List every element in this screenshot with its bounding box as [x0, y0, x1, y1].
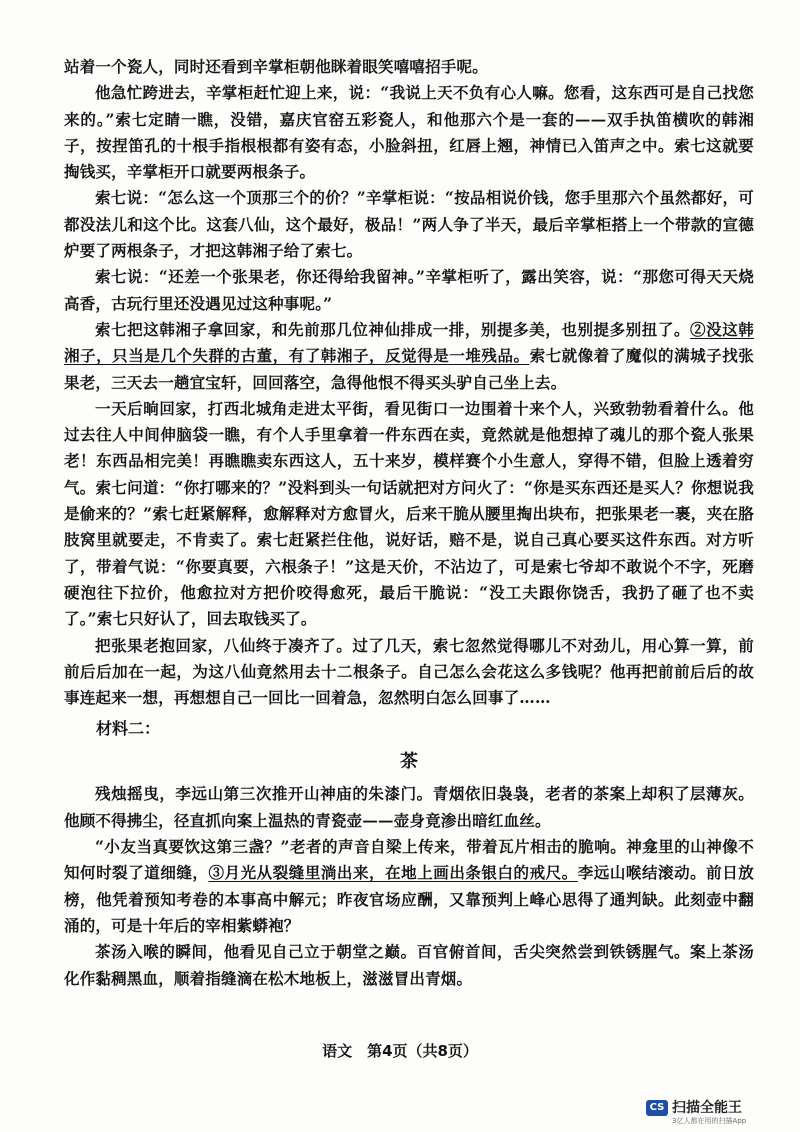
text-body — [64, 54, 754, 992]
scanner-app-name: 扫描全能王 — [672, 1100, 742, 1116]
underlined-sentence-2: ②没这韩湘子，只当是几个失群的古董，有了韩湘子，反觉得是一堆残品。 — [64, 319, 754, 366]
paragraph-5 — [64, 317, 754, 396]
paragraph-7: 把张果老抱回家，八仙终于凑齐了。过了几天，索七忽然觉得哪儿不对劲儿，用心算一算，前前后后加在一起，为这八仙竟然用去十二根条子。自己怎么会花这么多钱呢？他再把前前后后的故事连起来一想，再想想自己一回比一回着急，忽然明白怎么回事了…… — [64, 635, 754, 708]
paragraph-5-lead: 索七把这韩湘子拿回家，和先前那几位神仙排成一排，别提多美，也别提多别扭了。 — [95, 319, 691, 339]
tea-paragraph-3: 茶汤入喉的瞬间，他看见自己立于朝堂之巅。百官俯首间，舌尖突然尝到铁锈腥气。案上茶汤化作黏稠黑血，顺着指缝滴在松木地板上，滋滋冒出青烟。 — [64, 942, 754, 988]
tea-paragraph-2 — [64, 834, 754, 939]
underlined-sentence-3: ③月光从裂缝里淌出来，在地上画出条银白的戒尺。 — [208, 863, 578, 883]
paragraph-2: 他急忙跨进去，辛掌柜赶忙迎上来，说：“我说上天不负有心人嘛。您看，这东西可是自己找您来的。”索七定睛一瞧，没错，嘉庆官窑五彩瓷人，和他那六个是一套的——双手执笛横吹的韩湘子，按捏笛孔的十根手指根根都有姿有态，小脸斜扭，红唇上翘，神情已入笛声之中。索七这就要掏钱买，辛掌柜开口就要两根条子。 — [64, 83, 754, 182]
paragraph-4: 索七说：“还差一个张果老，你还得给我留神。”辛掌柜听了，露出笑容，说：“那您可得天天烧高香，古玩行里还没遇见过这种事呢。” — [64, 267, 754, 313]
material-2-label: 材料二： — [96, 719, 161, 739]
page-footer: 语文 第4页（共8页） — [322, 1042, 478, 1060]
tea-paragraph-1: 残烛摇曳，李远山第三次推开山神庙的朱漆门。青烟依旧袅袅，老者的茶案上却积了层薄灰。他顾不得拂尘，径直抓向案上温热的青瓷壶——壶身竟渗出暗红血丝。 — [64, 784, 754, 830]
scanner-logo-icon: CS — [646, 1100, 668, 1116]
paragraph-3: 索七说：“怎么这一个顶那三个的价？”辛掌柜说：“按品相说价钱，您手里那六个虽然都好，可都没法儿和这个比。这套八仙，这个最好，极品！”两人争了半天，最后辛掌柜搭上一个带款的宣德炉要了两根条子，才把这韩湘子给了索七。 — [64, 188, 754, 261]
paragraph-6: 一天后晌回家，打西北城角走进太平街，看见街口一边围着十来个人，兴致勃勃看着什么。他过去往人中间伸脑袋一瞧，有个人手里拿着一件东西在卖，竟然就是他想掉了魂儿的那个瓷人张果老！东西品相完美！再瞧瞧卖东西这人，五十来岁，模样赛个小生意人，穿得不错，但脸上透着穷气。索七问道：“你打哪来的？”没料到头一句话就把对方问火了：“你是买东西还是买人？你想说我是偷来的？”索七赶紧解释，愈解释对方愈冒火，后来干脆从腰里掏出块布，把张果老一裹，夹在胳肢窝里就要走，不肯卖了。索七赶紧拦住他，说好话，赔不是，说自己真心要买这件东西。对方听了，带着气说：“你要真要，六根条子！”这是天价，不沾边了，可是索七爷却不敢说个不字，死磨硬泡往下拉价，他愈拉对方把价咬得愈死，最后干脆说：“没工夫跟你饶舌，我扔了砸了也不卖了。”索七只好认了，回去取钱买了。 — [64, 398, 754, 629]
paragraph-5-tail: 索七就像着了魔似的满城子找张果老，三天去一趟宜宝轩，回回落空，急得他恨不得买头驴自己坐上去。 — [64, 346, 754, 392]
paragraph-1: 站着一个瓷人，同时还看到辛掌柜朝他眯着眼笑嘻嘻招手呢。 — [64, 57, 488, 76]
scanner-watermark — [646, 1098, 786, 1128]
story-title: 茶 — [400, 751, 418, 773]
tea-paragraph-2-tail: 李远山喉结滚动。前日放榜，他凭着预知考卷的本事高中解元；昨夜官场应酬，又靠预判上峰心思得了通判缺。此刻壶中翻涌的，可是十年后的宰相紫蟒袍？ — [64, 863, 754, 935]
tea-paragraph-2-lead: “小友当真要饮这第三盏？”老者的声音自梁上传来，带着瓦片相击的脆响。神龛里的山神像不知何时裂了道细缝， — [64, 837, 754, 883]
scanner-slogan: 3亿人都在用的扫描App — [672, 1117, 747, 1125]
